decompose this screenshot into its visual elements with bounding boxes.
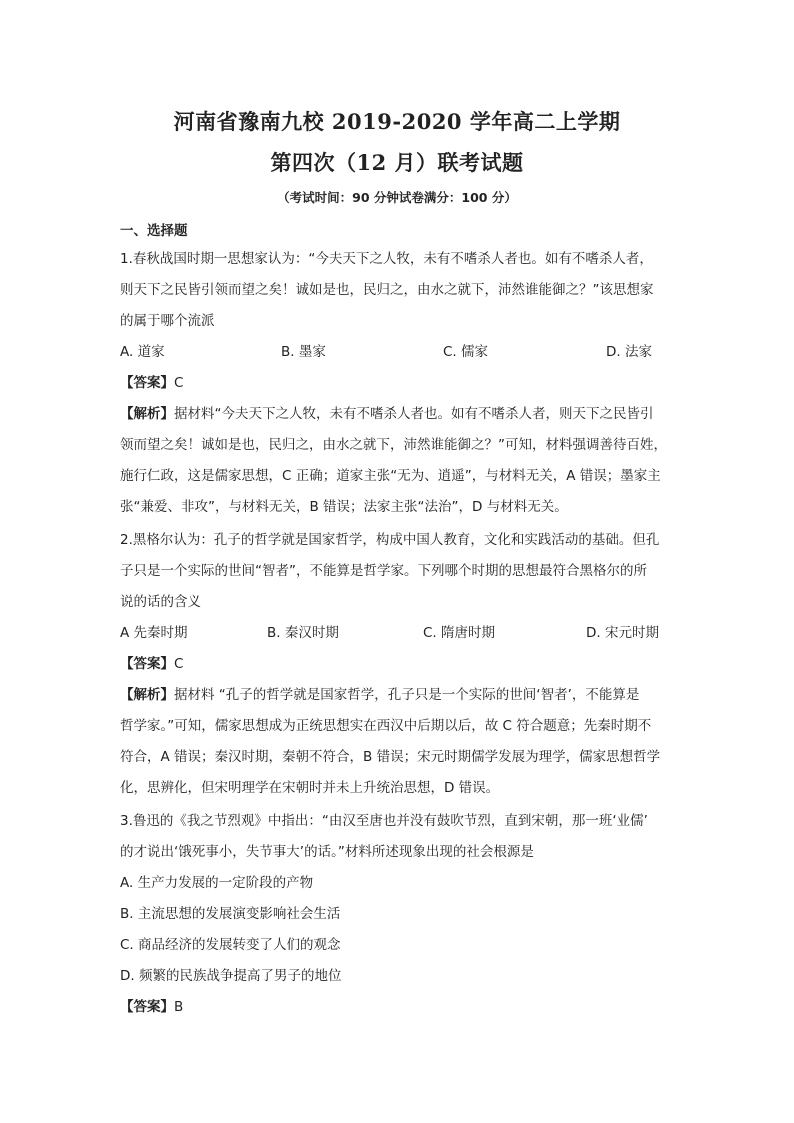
q1-analysis-line: 张“兼爱、非攻”，与材料无关，B 错误；法家主张“法治”，D 与材料无关。 [120, 499, 568, 515]
q1-option-d: D. 法家 [606, 344, 652, 360]
answer-value: C [174, 375, 184, 391]
q2-answer [120, 655, 690, 673]
q1-option-b: B. 墨家 [281, 344, 326, 360]
document-title-line1: 河南省豫南九校 2019-2020 学年高二上学期 [173, 109, 621, 134]
q1-answer [120, 374, 690, 392]
q1-stem-line: 的属于哪个流派 [120, 313, 215, 329]
q3-option-d: D. 频繁的民族战争提高了男子的地位 [120, 968, 342, 984]
q2-stem-line: 说的话的含义 [120, 594, 201, 610]
q3-answer [120, 998, 690, 1016]
analysis-tag: 【解析】 [120, 687, 174, 703]
q3-option-a: A. 生产力发展的一定阶段的产物 [120, 875, 314, 891]
answer-value: B [174, 999, 184, 1015]
answer-value: C [174, 656, 184, 672]
q1-analysis-line: 施行仁政，这是儒家思想，C 正确；道家主张“无为、逍遥”，与材料无关，A 错误；墨家主 [120, 468, 661, 484]
analysis-text: 据材料“今夫天下之人牧，未有不嗜杀人者也。如有不嗜杀人者，则天下之民皆引 [174, 406, 654, 422]
analysis-text: 据材料 “孔子的哲学就是国家哲学，孔子只是一个实际的世间‘智者’，不能算是 [174, 687, 640, 703]
document-title-line2: 第四次（12 月）联考试题 [270, 150, 524, 175]
q2-option-c: C. 隋唐时期 [423, 625, 496, 641]
q2-option-b: B. 秦汉时期 [267, 625, 339, 641]
q2-option-d: D. 宋元时期 [586, 625, 659, 641]
q1-option-a: A. 道家 [120, 344, 165, 360]
analysis-tag: 【解析】 [120, 406, 174, 422]
q3-stem-line: 3.鲁迅的《我之节烈观》中指出：“由汉至唐也并没有鼓吹节烈，直到宋朝，那一班‘业儒’ [120, 813, 648, 829]
answer-tag: 【答案】 [120, 375, 174, 391]
answer-tag: 【答案】 [120, 999, 174, 1015]
q1-stem-line: 则天下之民皆引领而望之矣！诚如是也，民归之，由水之就下，沛然谁能御之？”该思想家 [120, 282, 654, 298]
q1-analysis-line [120, 405, 690, 423]
q3-option-b: B. 主流思想的发展演变影响社会生活 [120, 906, 341, 922]
section-heading: 一、选择题 [120, 223, 188, 239]
q2-stem-line: 2.黑格尔认为：孔子的哲学就是国家哲学，构成中国人教育，文化和实践活动的基础。但孔 [120, 532, 660, 548]
q3-stem-line: 的才说出‘饿死事小，失节事大’的话。”材料所述现象出现的社会根源是 [120, 844, 534, 860]
q2-analysis-line: 化，思辨化，但宋明理学在宋朝时并未上升统治思想，D 错误。 [120, 780, 500, 796]
q1-analysis-line: 领而望之矣！诚如是也，民归之，由水之就下，沛然谁能御之？”可知，材料强调善待百姓， [120, 437, 667, 453]
q1-stem-line: 1.春秋战国时期一思想家认为：“今夫天下之人牧，未有不嗜杀人者也。如有不嗜杀人者， [120, 251, 653, 267]
q2-analysis-line [120, 686, 690, 704]
q2-stem-line: 子只是一个实际的世间“智者”，不能算是哲学家。下列哪个时期的思想最符合黑格尔的所 [120, 563, 647, 579]
q1-option-c: C. 儒家 [443, 344, 489, 360]
q2-option-a: A 先秦时期 [120, 625, 188, 641]
q2-analysis-line: 哲学家。”可知，儒家思想成为正统思想实在西汉中后期以后，故 C 符合题意；先秦时期不 [120, 718, 652, 734]
exam-info: （考试时间：90 分钟试卷满分：100 分） [277, 190, 517, 205]
q2-analysis-line: 符合，A 错误；秦汉时期，秦朝不符合，B 错误；宋元时期儒学发展为理学，儒家思想哲学 [120, 749, 661, 765]
q3-option-c: C. 商品经济的发展转变了人们的观念 [120, 937, 341, 953]
answer-tag: 【答案】 [120, 656, 174, 672]
